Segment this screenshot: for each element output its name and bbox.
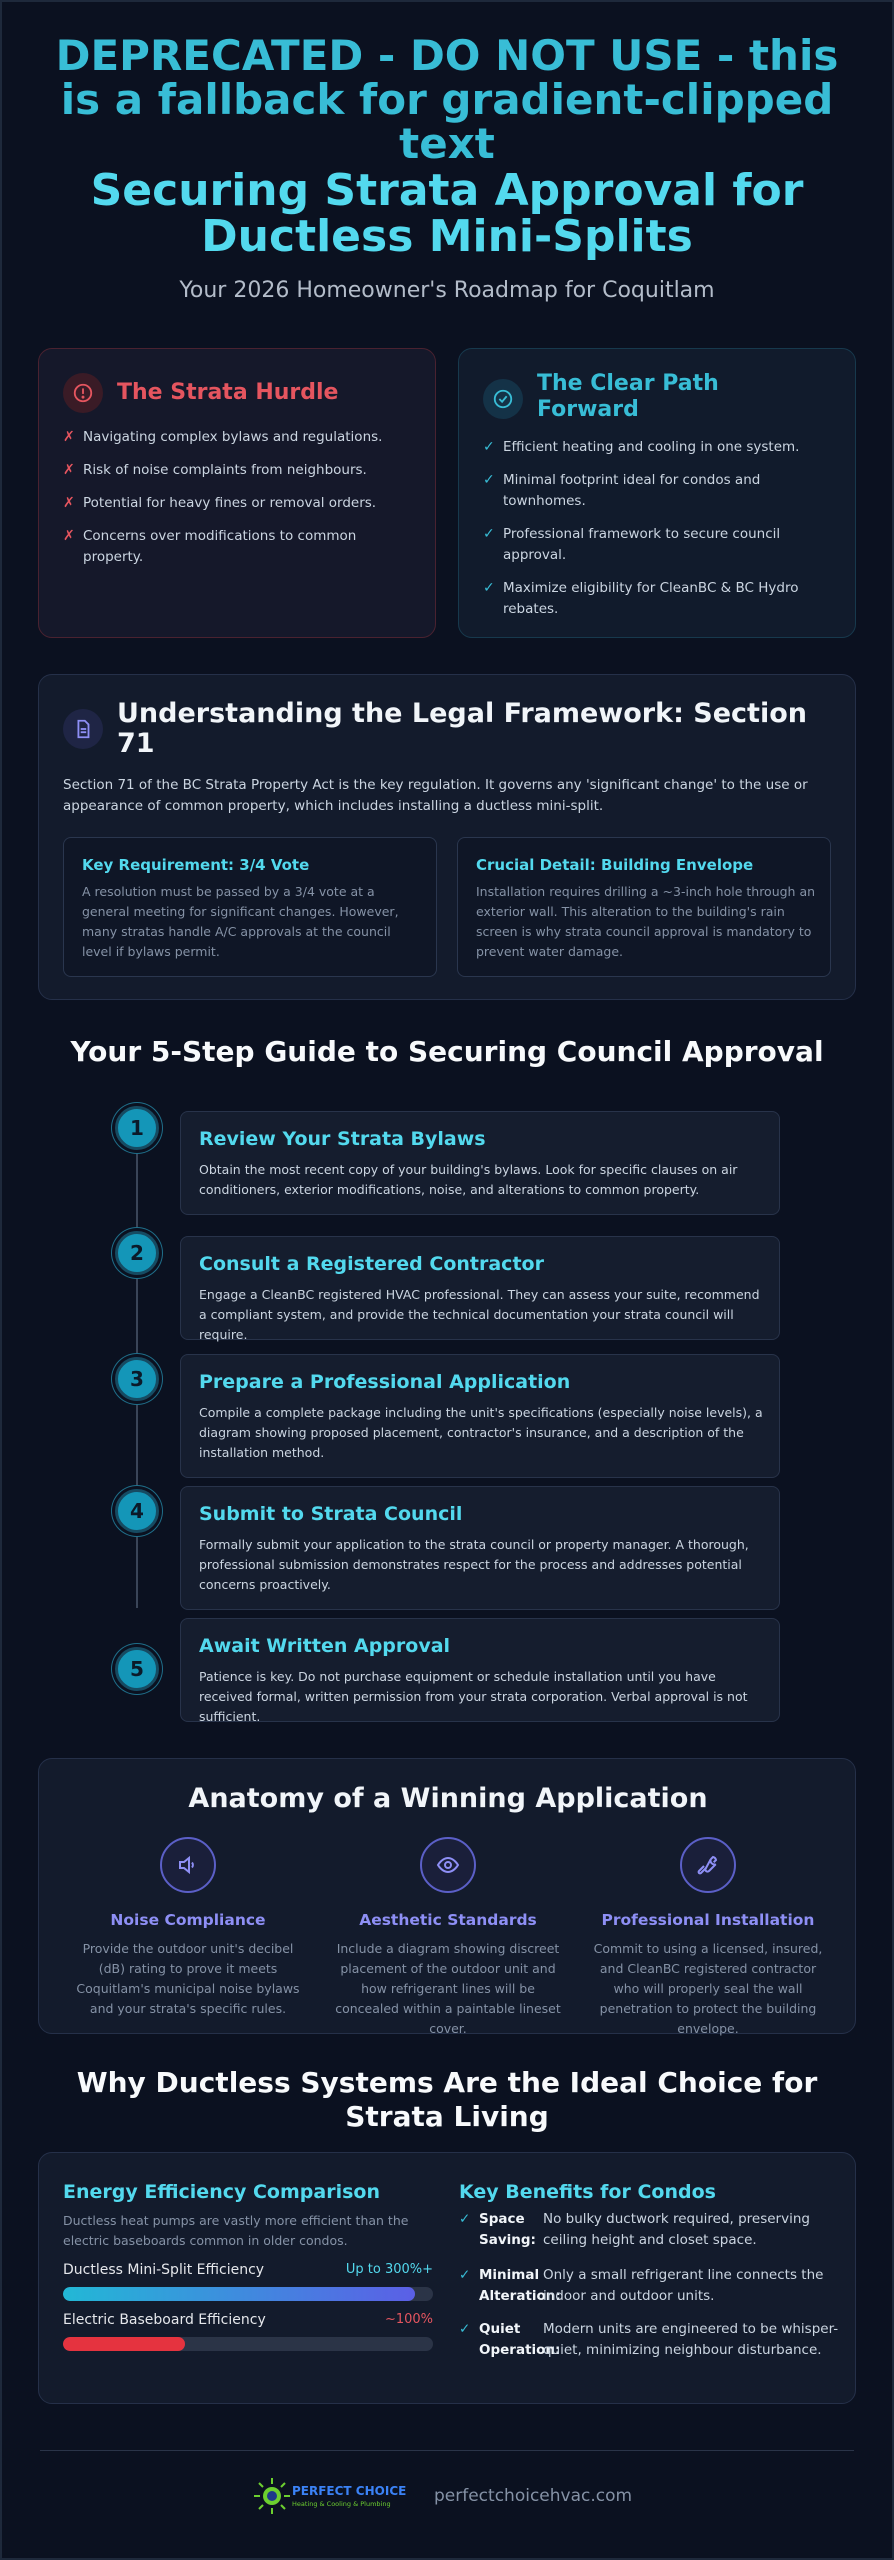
guide-title: Your 5-Step Guide to Securing Council Approval — [70, 1035, 824, 1068]
path-item: ✓ Minimal footprint ideal for condos and townhomes. — [483, 472, 761, 509]
hurdle-item: ✗ Potential for heavy fines or removal orders. — [63, 493, 413, 514]
anatomy-col-title: Professional Installation — [601, 1911, 815, 1929]
crucial-detail-body: Installation requires drilling a ~3-inch hole through an exterior wall. This alteration to the building's rain screen is why strata council approval is mandatory to prevent water damage. — [476, 884, 816, 959]
eye-icon — [420, 1837, 476, 1893]
x-icon: ✗ — [63, 429, 75, 445]
check-icon: ✓ — [483, 580, 495, 596]
benefit-item: ✓ Minimal Alteration: Only a small refrigerant line connects the indoor and outdoor units. — [459, 2267, 824, 2304]
baseboard-bar-label: Electric Baseboard Efficiency ~100% — [63, 2312, 433, 2328]
baseboard-bar — [63, 2337, 433, 2351]
check-icon: ✓ — [483, 472, 495, 488]
step-number: 1 — [115, 1106, 159, 1150]
logo-subtext: Heating & Cooling & Plumbing — [292, 2500, 391, 2508]
path-item: ✓ Professional framework to secure council approval. — [483, 526, 781, 563]
page-subtitle: Your 2026 Homeowner's Roadmap for Coquitlam — [179, 278, 715, 303]
crucial-detail-title: Crucial Detail: Building Envelope — [476, 856, 754, 874]
wrench-icon — [680, 1837, 736, 1893]
key-requirement-card — [63, 837, 437, 977]
step-body: Obtain the most recent copy of your building's bylaws. Look for specific clauses on air conditioners, exterior modifications, noise, and alterations to common property. — [199, 1162, 738, 1197]
deprecated-fallback-text: DEPRECATED - DO NOT USE - this is a fallback for gradient-clipped text — [55, 31, 839, 168]
hurdle-title: The Strata Hurdle — [117, 380, 339, 405]
anatomy-col-title: Noise Compliance — [110, 1911, 266, 1929]
step-body: Patience is key. Do not purchase equipment or schedule installation until you have received formal, written permission from your strata corporation. Verbal approval is not sufficient. — [199, 1669, 748, 1724]
logo-text: PERFECT CHOICE — [292, 2484, 407, 2498]
benefits-title: Key Benefits for Condos — [459, 2181, 716, 2203]
path-item: ✓ Efficient heating and cooling in one system. — [483, 437, 833, 458]
anatomy-aesthetic — [333, 1837, 563, 2039]
why-title: Why Ductless Systems Are the Ideal Choice for Strata Living — [76, 2066, 818, 2133]
x-icon: ✗ — [63, 528, 75, 544]
energy-title: Energy Efficiency Comparison — [63, 2181, 380, 2203]
anatomy-col-body: Provide the outdoor unit's decibel (dB) rating to prove it meets Coquitlam's municipal noise bylaws and your strata's specific rules. — [76, 1941, 300, 2016]
step-number: 5 — [115, 1647, 159, 1691]
step-number: 4 — [115, 1489, 159, 1533]
alert-icon — [63, 373, 103, 413]
step-body: Engage a CleanBC registered HVAC professional. They can assess your suite, recommend a compliant system, and provide the technical documentation your strata council will require. — [199, 1287, 760, 1342]
footer-logo[interactable] — [252, 2476, 422, 2516]
step-title: Submit to Strata Council — [199, 1503, 463, 1525]
crucial-detail-card — [457, 837, 831, 977]
hurdle-item: ✗ Risk of noise complaints from neighbours. — [63, 460, 413, 481]
anatomy-noise — [73, 1837, 303, 2019]
step-card — [180, 1111, 780, 1215]
legal-framework-card — [38, 674, 856, 1000]
anatomy-title: Anatomy of a Winning Application — [188, 1783, 708, 1814]
path-title: The Clear Path Forward — [537, 371, 719, 422]
baseboard-bar-value: ~100% — [384, 2312, 433, 2327]
ductless-bar — [63, 2287, 433, 2301]
anatomy-installation — [593, 1837, 823, 2039]
speaker-icon — [160, 1837, 216, 1893]
clear-path-card — [458, 348, 856, 638]
why-card — [38, 2152, 856, 2404]
step-card — [180, 1236, 780, 1340]
check-icon: ✓ — [483, 439, 495, 455]
check-icon: ✓ — [459, 2321, 471, 2337]
ductless-bar-fill — [63, 2287, 415, 2301]
check-icon: ✓ — [459, 2267, 471, 2283]
benefit-item: ✓ Space Saving: No bulky ductwork required, preserving ceiling height and closet space. — [459, 2211, 810, 2248]
step-title: Await Written Approval — [199, 1635, 451, 1657]
ductless-bar-value: Up to 300%+ — [345, 2262, 433, 2277]
benefit-item: ✓ Quiet Operation: Modern units are engineered to be whisper-quiet, minimizing neighbour disturbance. — [459, 2321, 839, 2358]
hurdle-item: ✗ Concerns over modifications to common property. — [63, 528, 357, 565]
header — [40, 31, 854, 303]
step-card — [180, 1354, 780, 1478]
legal-title: Understanding the Legal Framework: Section 71 — [117, 698, 807, 759]
footer-divider — [40, 2450, 854, 2451]
path-item: ✓ Maximize eligibility for CleanBC & BC Hydro rebates. — [483, 580, 799, 617]
step-card — [180, 1486, 780, 1610]
step-number: 3 — [115, 1357, 159, 1401]
document-icon — [63, 709, 103, 749]
ductless-bar-label: Ductless Mini-Split Efficiency Up to 300%+ — [63, 2262, 433, 2278]
baseboard-bar-fill — [63, 2337, 185, 2351]
energy-body: Ductless heat pumps are vastly more efficient than the electric baseboards common in older condos. — [63, 2213, 409, 2248]
step-title: Review Your Strata Bylaws — [199, 1128, 486, 1150]
legal-body: Section 71 of the BC Strata Property Act is the key regulation. It governs any 'significant change' to the use or appearance of common property, which includes installing a ductless mini-split. — [63, 777, 808, 814]
x-icon: ✗ — [63, 495, 75, 511]
check-icon: ✓ — [483, 526, 495, 542]
step-card — [180, 1618, 780, 1722]
strata-hurdle-card — [38, 348, 436, 638]
footer-url[interactable]: perfectchoicehvac.com — [434, 2486, 633, 2506]
x-icon: ✗ — [63, 462, 75, 478]
logo-sun-icon — [252, 2476, 292, 2516]
anatomy-col-body: Include a diagram showing discreet placement of the outdoor unit and how refrigerant lines will be concealed within a paintable lineset cover. — [335, 1941, 561, 2036]
key-requirement-title: Key Requirement: 3/4 Vote — [82, 856, 310, 874]
check-circle-icon — [483, 379, 523, 419]
step-title: Consult a Registered Contractor — [199, 1253, 544, 1275]
page-title: Securing Strata Approval for Ductless Mini-Splits — [90, 165, 804, 262]
step-title: Prepare a Professional Application — [199, 1371, 571, 1393]
check-icon: ✓ — [459, 2211, 471, 2227]
key-requirement-body: A resolution must be passed by a 3/4 vote at a general meeting for significant changes. However, many stratas handle A/C approvals at the council level if bylaws permit. — [82, 884, 399, 959]
hurdle-item: ✗ Navigating complex bylaws and regulations. — [63, 427, 413, 448]
step-body: Compile a complete package including the unit's specifications (especially noise levels), a diagram showing proposed placement, contractor's insurance, and a description of the installation method. — [199, 1405, 763, 1460]
anatomy-col-title: Aesthetic Standards — [359, 1911, 537, 1929]
step-body: Formally submit your application to the strata council or property manager. A thorough, professional submission demonstrates respect for the process and addresses potential concerns proactively. — [199, 1537, 749, 1592]
anatomy-col-body: Commit to using a licensed, insured, and CleanBC registered contractor who will properly seal the wall penetration to protect the building envelope. — [593, 1941, 823, 2036]
anatomy-card — [38, 1758, 856, 2034]
step-number: 2 — [115, 1231, 159, 1275]
